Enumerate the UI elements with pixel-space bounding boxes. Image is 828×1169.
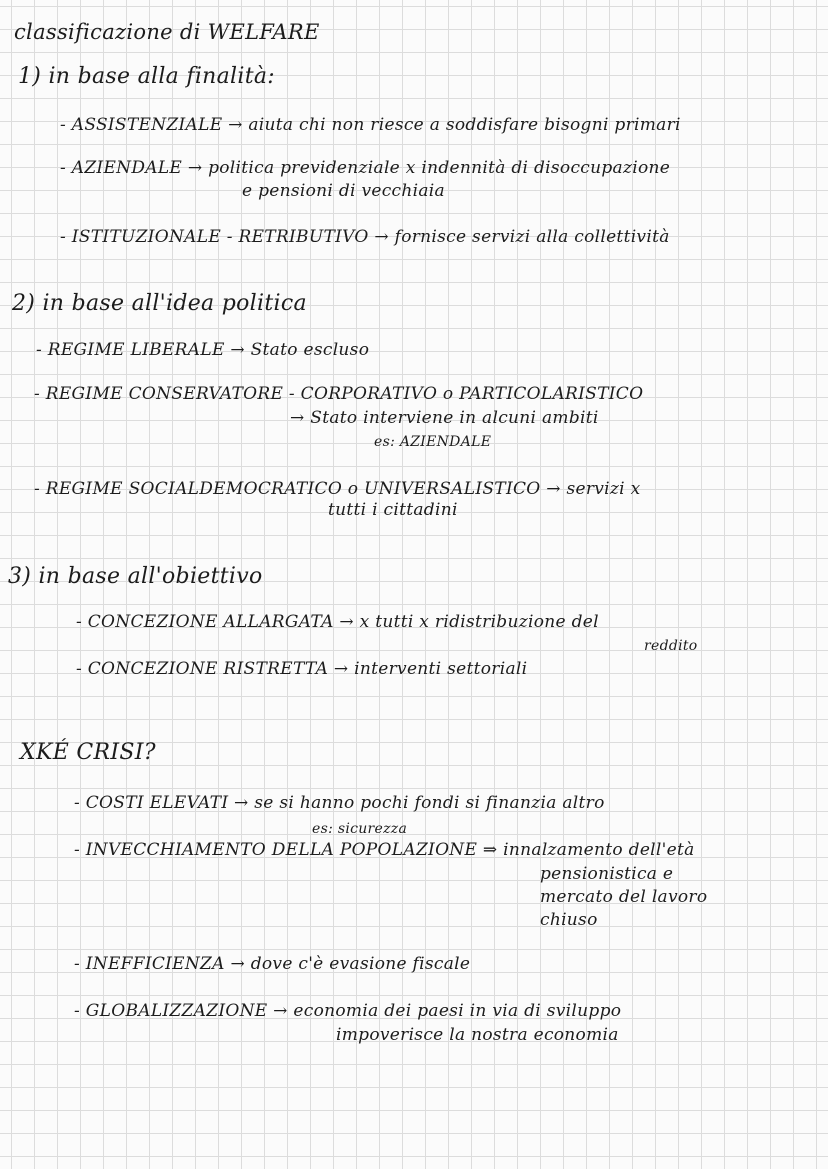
section-4-item-2: - INVECCHIAMENTO DELLA POPOLAZIONE ⇒ innalzamento dell'età xyxy=(74,840,695,860)
section-2-item-2-cont: → Stato interviene in alcuni ambiti xyxy=(290,408,599,428)
section-3-item-1-cont: reddito xyxy=(644,638,698,654)
section-1-item-2-cont: e pensioni di vecchiaia xyxy=(242,181,445,201)
section-2-item-2-example: es: AZIENDALE xyxy=(374,434,492,450)
section-2-item-3: - REGIME SOCIALDEMOCRATICO o UNIVERSALISTICO → servizi x xyxy=(34,479,641,499)
section-1-item-1: - ASSISTENZIALE → aiuta chi non riesce a soddisfare bisogni primari xyxy=(60,115,681,135)
section-2-item-1: - REGIME LIBERALE → Stato escluso xyxy=(36,340,370,360)
section-3-item-2: - CONCEZIONE RISTRETTA → interventi settoriali xyxy=(76,659,528,679)
section-2-item-3-cont: tutti i cittadini xyxy=(328,500,458,520)
section-1-heading: 1) in base alla finalità: xyxy=(18,64,275,89)
page-title: classificazione di WELFARE xyxy=(14,20,320,44)
section-4-item-3: - INEFFICIENZA → dove c'è evasione fiscale xyxy=(74,954,471,974)
section-4-item-2-cont-3: chiuso xyxy=(540,910,598,930)
section-1-item-3: - ISTITUZIONALE - RETRIBUTIVO → fornisce servizi alla collettività xyxy=(60,227,670,247)
section-4-heading: XKÉ CRISI? xyxy=(20,740,156,765)
section-4-item-2-cont-1: pensionistica e xyxy=(540,864,674,884)
section-3-heading: 3) in base all'obiettivo xyxy=(8,564,263,589)
section-2-item-2: - REGIME CONSERVATORE - CORPORATIVO o PARTICOLARISTICO xyxy=(34,384,644,404)
section-4-item-4-cont: impoverisce la nostra economia xyxy=(336,1025,619,1045)
section-4-item-1: - COSTI ELEVATI → se si hanno pochi fondi si finanzia altro xyxy=(74,793,605,813)
section-4-item-1-example: es: sicurezza xyxy=(312,821,408,837)
section-4-item-2-cont-2: mercato del lavoro xyxy=(540,887,708,907)
section-3-item-1: - CONCEZIONE ALLARGATA → x tutti x ridistribuzione del xyxy=(76,612,599,632)
section-2-heading: 2) in base all'idea politica xyxy=(12,291,307,316)
section-4-item-4: - GLOBALIZZAZIONE → economia dei paesi in via di sviluppo xyxy=(74,1001,622,1021)
section-1-item-2: - AZIENDALE → politica previdenziale x indennità di disoccupazione xyxy=(60,158,671,178)
